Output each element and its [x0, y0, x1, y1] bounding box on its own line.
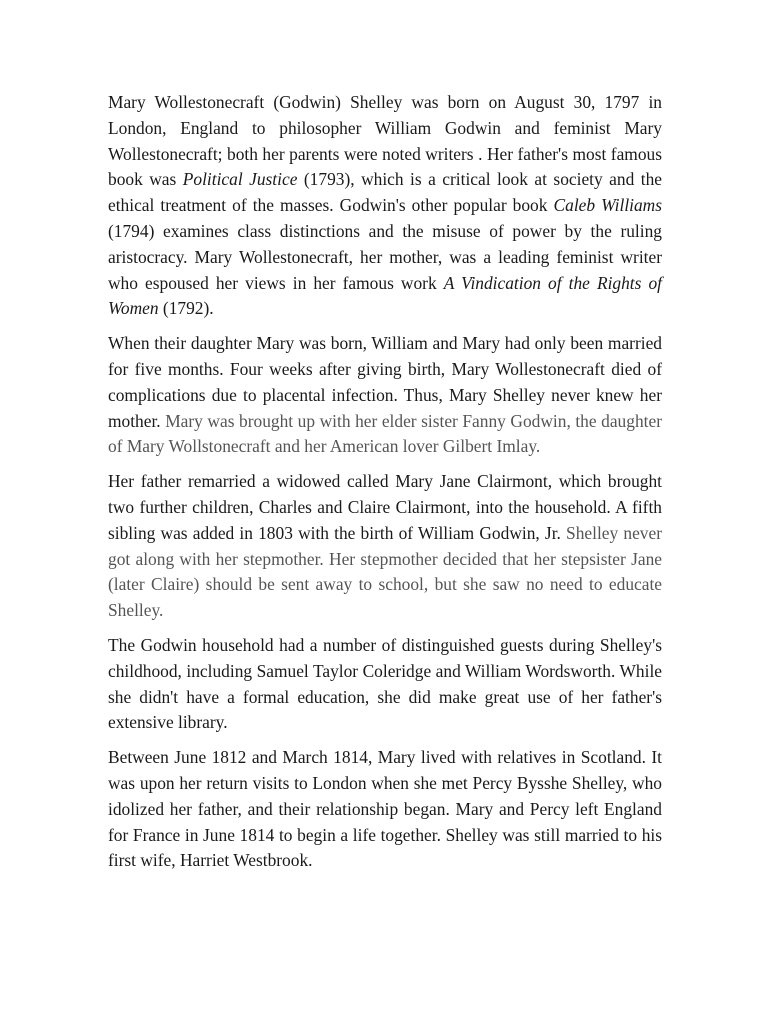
book-title-caleb-williams: Caleb Williams: [553, 195, 663, 216]
text-segment: When their daughter Mary was born, William and Mary had only been married for five months. Four weeks after giving birth, Mary Wollestonecraft died of complications due to placental infection. Thus, Mary Shelley never knew her mother.: [108, 333, 662, 431]
document-page: [108, 90, 662, 883]
text-segment: Between June 1812 and March 1814, Mary lived with relatives in Scotland. It was upon her return visits to London when she met Percy Bysshe Shelley, who idolized her father, and their relationship began. Mary and Percy left England for France in June 1814 to begin a life together. Shelley was still married to his first wife, Harriet Westbrook.: [108, 747, 662, 871]
text-segment: (1794) examines class distinctions and the misuse of power by the ruling aristocracy. Mary Wollestonecraft, her mother, was a leading feminist writer who espoused her views in her famous work: [108, 220, 662, 293]
text-segment: (1792).: [158, 298, 214, 319]
text-segment-gray: Shelley never got along with her stepmother. Her stepmother decided that her stepsister Jane (later Claire) should be sent away to school, but she saw no need to educate Shelley.: [108, 522, 662, 621]
text-segment: Her father remarried a widowed called Mary Jane Clairmont, which brought two further children, Charles and Claire Clairmont, into the household. A fifth sibling was added in 1803 with the birth of William Godwin, Jr.: [108, 471, 662, 543]
text-segment-gray: Mary was brought up with her elder sister Fanny Godwin, the daughter of Mary Wollstonecraft and her American lover Gilbert Imlay.: [108, 410, 662, 457]
book-title-political-justice: Political Justice: [182, 169, 298, 190]
book-title-vindication: A Vindication of the Rights of Women: [108, 272, 662, 319]
paragraph-parents: [108, 90, 662, 322]
paragraph-scotland: [108, 745, 662, 874]
paragraph-stepmother: [108, 469, 662, 624]
paragraph-birth: [108, 331, 662, 460]
text-segment: The Godwin household had a number of distinguished guests during Shelley's childhood, including Samuel Taylor Coleridge and William Wordsworth. While she didn't have a formal education, she did make great use of her father's extensive library.: [108, 634, 662, 733]
paragraph-household: [108, 633, 662, 736]
text-segment: Mary Wollestonecraft (Godwin) Shelley was born on August 30, 1797 in London, England to philosopher William Godwin and feminist Mary Wollestonecraft; both her parents were noted writers . Her father's most famous book was: [108, 92, 662, 190]
text-segment: (1793), which is a critical look at society and the ethical treatment of the masses. Godwin's other popular book: [108, 169, 662, 216]
